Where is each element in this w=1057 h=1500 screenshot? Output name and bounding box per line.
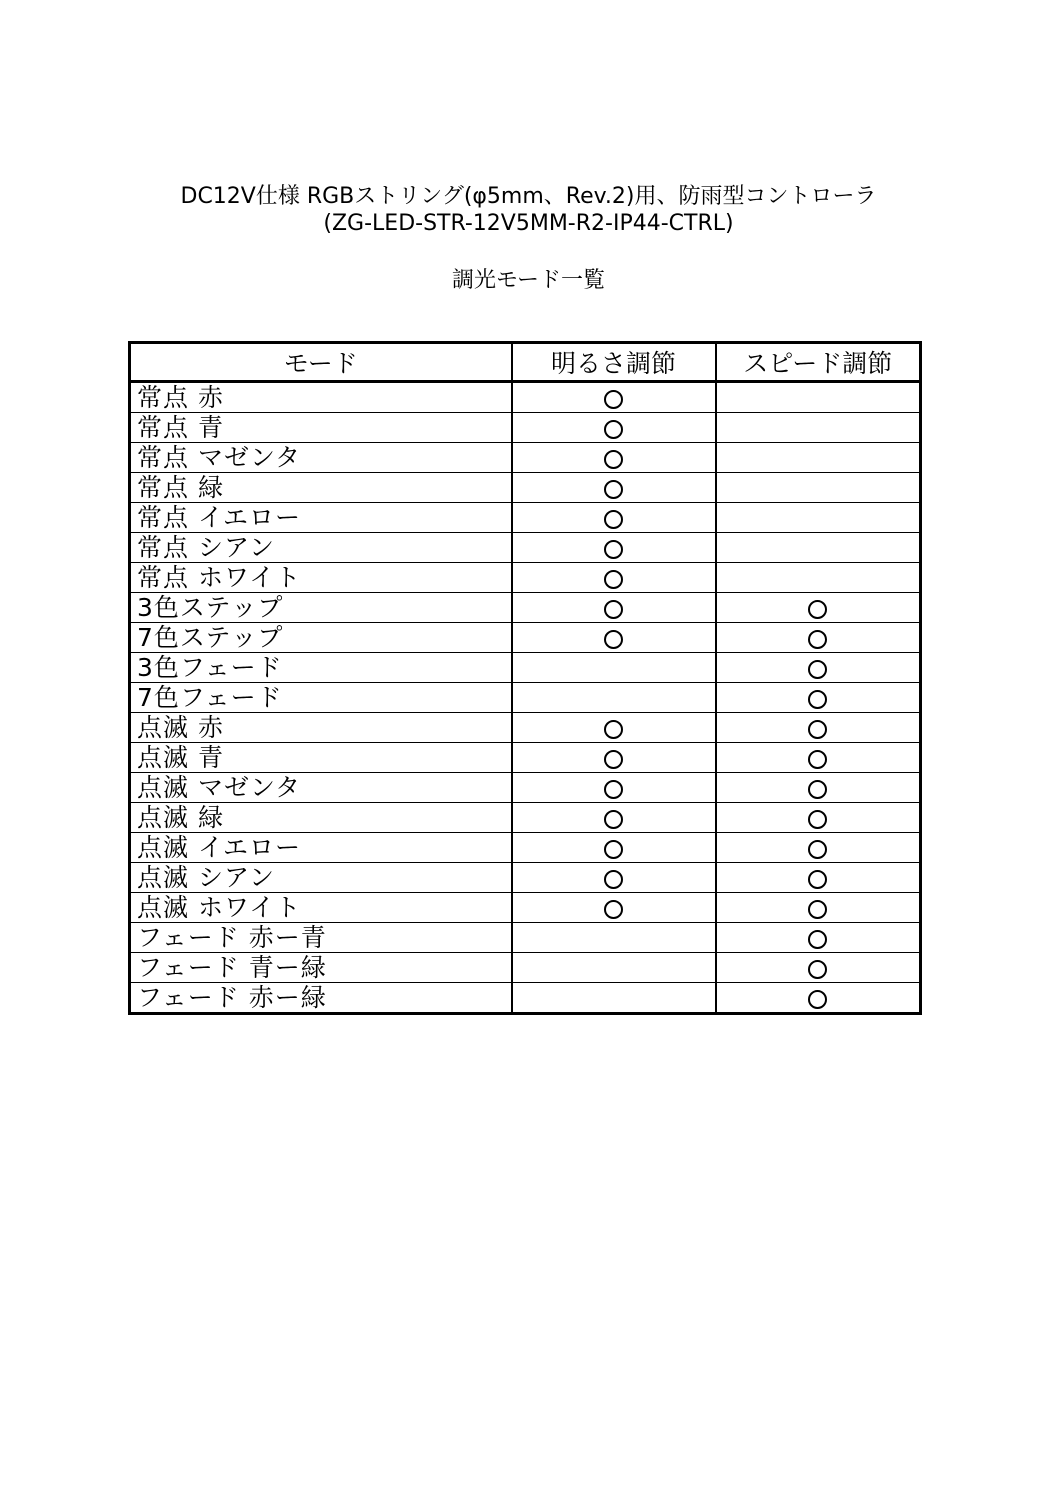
circle-mark-icon [808,900,827,919]
circle-mark-icon [604,420,623,439]
circle-mark-icon [808,810,827,829]
speed-cell [716,743,921,773]
brightness-cell [512,593,716,623]
speed-cell [716,533,921,563]
table-row [130,503,921,533]
mode-table [128,341,922,1015]
table-row [130,443,921,473]
circle-mark-icon [808,870,827,889]
mode-name-cell: 点滅 赤 [130,713,512,743]
mode-table-body [130,382,921,1014]
mode-name-cell: 点滅 ホワイト [130,893,512,923]
brightness-cell [512,713,716,743]
circle-mark-icon [604,840,623,859]
mode-name-cell: 常点 シアン [130,533,512,563]
table-row [130,593,921,623]
speed-cell [716,382,921,413]
table-row [130,533,921,563]
mode-name-cell: 7色ステップ [130,623,512,653]
circle-mark-icon [604,720,623,739]
table-header-row [130,343,921,382]
document-title: DC12V仕様 RGBストリング(φ5mm、Rev.2)用、防雨型コントローラ [180,184,877,209]
mode-name-cell: 常点 イエロー [130,503,512,533]
brightness-cell [512,683,716,713]
circle-mark-icon [808,720,827,739]
brightness-cell [512,743,716,773]
header-mode: モード [130,343,512,382]
table-row [130,653,921,683]
table-row [130,713,921,743]
mode-name-cell: 7色フェード [130,683,512,713]
circle-mark-icon [604,540,623,559]
mode-name-cell: 常点 ホワイト [130,563,512,593]
speed-cell [716,563,921,593]
table-row [130,953,921,983]
mode-name-cell: 点滅 青 [130,743,512,773]
circle-mark-icon [604,810,623,829]
mode-name-cell: 常点 緑 [130,473,512,503]
mode-name-cell: 点滅 マゼンタ [130,773,512,803]
circle-mark-icon [604,570,623,589]
circle-mark-icon [808,930,827,949]
circle-mark-icon [808,630,827,649]
mode-name-cell: 常点 青 [130,413,512,443]
speed-cell [716,683,921,713]
circle-mark-icon [604,510,623,529]
brightness-cell [512,382,716,413]
mode-name-cell: 3色フェード [130,653,512,683]
header-brightness: 明るさ調節 [512,343,716,382]
brightness-cell [512,533,716,563]
table-row [130,983,921,1014]
circle-mark-icon [808,690,827,709]
speed-cell [716,833,921,863]
circle-mark-icon [808,600,827,619]
brightness-cell [512,983,716,1014]
circle-mark-icon [808,660,827,679]
section-heading: 調光モード一覧 [451,268,606,293]
brightness-cell [512,413,716,443]
table-row [130,413,921,443]
table-row [130,743,921,773]
brightness-cell [512,503,716,533]
table-row [130,683,921,713]
speed-cell [716,803,921,833]
speed-cell [716,983,921,1014]
mode-name-cell: 常点 マゼンタ [130,443,512,473]
brightness-cell [512,653,716,683]
circle-mark-icon [808,780,827,799]
speed-cell [716,473,921,503]
mode-name-cell: 点滅 緑 [130,803,512,833]
mode-name-cell: フェード 青ー緑 [130,953,512,983]
brightness-cell [512,833,716,863]
circle-mark-icon [808,750,827,769]
brightness-cell [512,803,716,833]
circle-mark-icon [604,870,623,889]
speed-cell [716,413,921,443]
speed-cell [716,773,921,803]
table-row [130,773,921,803]
mode-name-cell: 3色ステップ [130,593,512,623]
speed-cell [716,503,921,533]
circle-mark-icon [604,480,623,499]
circle-mark-icon [604,600,623,619]
circle-mark-icon [604,450,623,469]
brightness-cell [512,443,716,473]
mode-name-cell: フェード 赤ー青 [130,923,512,953]
brightness-cell [512,563,716,593]
speed-cell [716,443,921,473]
circle-mark-icon [604,630,623,649]
table-row [130,623,921,653]
speed-cell [716,923,921,953]
brightness-cell [512,473,716,503]
mode-name-cell: 点滅 シアン [130,863,512,893]
table-row [130,803,921,833]
mode-name-cell: 常点 赤 [130,382,512,413]
mode-name-cell: フェード 赤ー緑 [130,983,512,1014]
brightness-cell [512,773,716,803]
product-code: (ZG-LED-STR-12V5MM-R2-IP44-CTRL) [323,211,734,236]
speed-cell [716,863,921,893]
brightness-cell [512,923,716,953]
circle-mark-icon [604,390,623,409]
table-row [130,382,921,413]
circle-mark-icon [604,900,623,919]
table-row [130,473,921,503]
circle-mark-icon [604,750,623,769]
brightness-cell [512,953,716,983]
speed-cell [716,593,921,623]
brightness-cell [512,863,716,893]
circle-mark-icon [808,840,827,859]
table-row [130,893,921,923]
circle-mark-icon [808,960,827,979]
table-row [130,563,921,593]
speed-cell [716,893,921,923]
circle-mark-icon [604,780,623,799]
table-row [130,833,921,863]
table-row [130,863,921,893]
speed-cell [716,653,921,683]
speed-cell [716,953,921,983]
mode-name-cell: 点滅 イエロー [130,833,512,863]
circle-mark-icon [808,990,827,1009]
brightness-cell [512,623,716,653]
brightness-cell [512,893,716,923]
table-row [130,923,921,953]
header-speed: スピード調節 [716,343,921,382]
speed-cell [716,623,921,653]
speed-cell [716,713,921,743]
